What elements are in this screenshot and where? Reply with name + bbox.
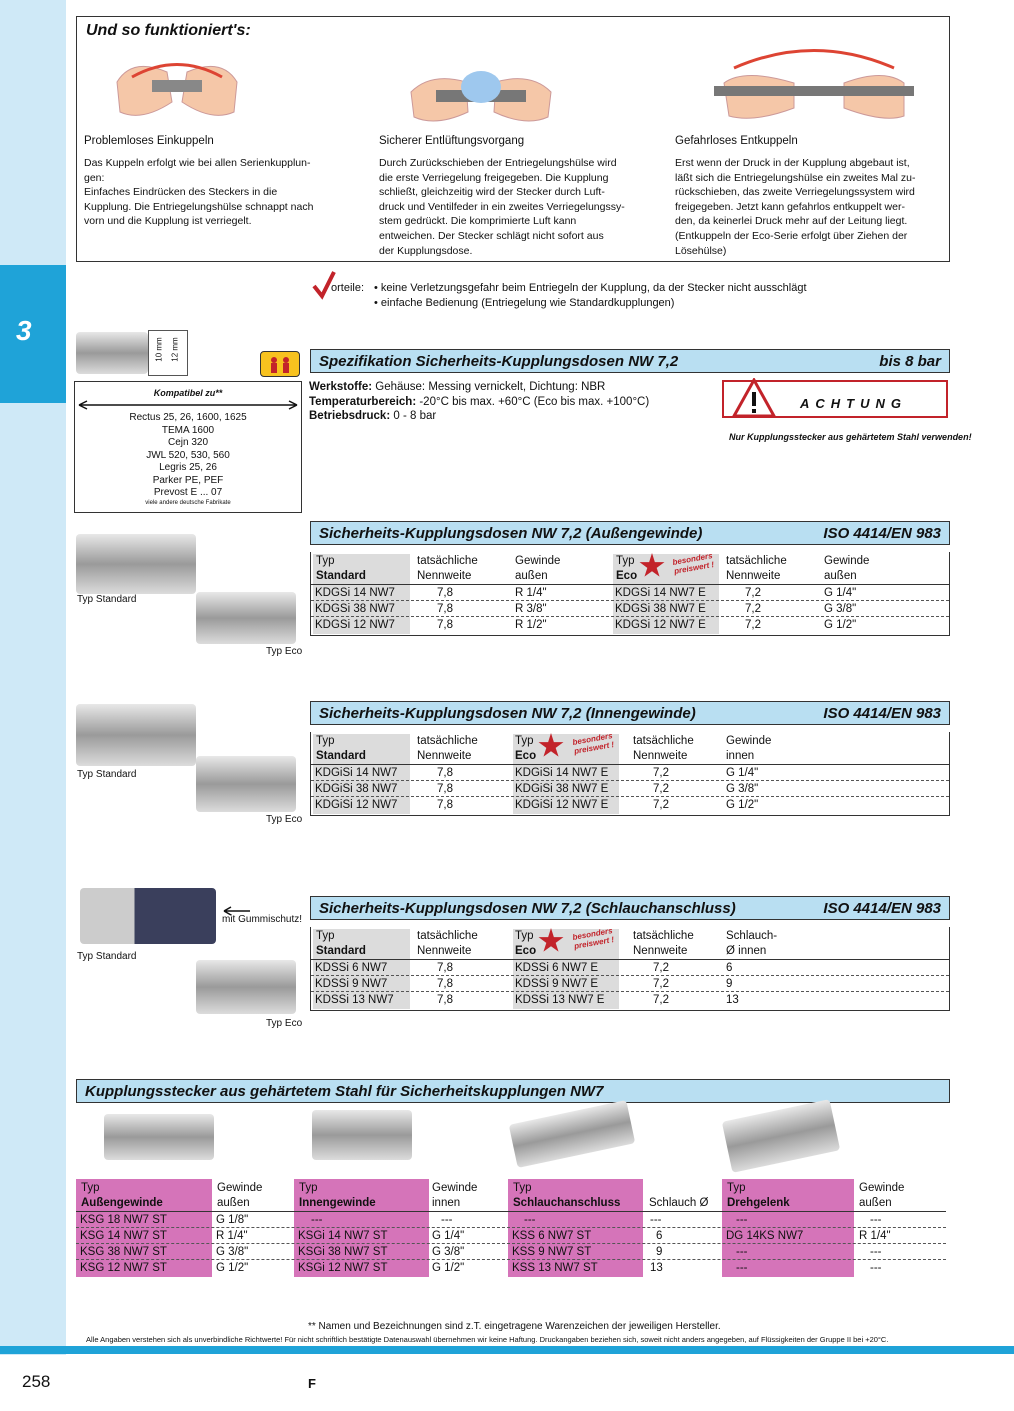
cell: KSS 13 NW7 ST [512, 1262, 598, 1274]
table-row [76, 1228, 946, 1244]
header-text: Standard [316, 570, 366, 582]
text-line: druck und Ventilfeder in ein zweites Verriegelungssy- [379, 200, 625, 213]
header-text: innen [726, 750, 755, 762]
t4-title-bar [76, 1079, 950, 1103]
double-arrow-icon [75, 400, 301, 410]
cell: 7,2 [745, 587, 761, 599]
spec-value: 0 - 8 bar [390, 410, 437, 422]
caption-eco: Typ Eco [266, 814, 303, 825]
cell: KDGiSi 38 NW7 E [515, 783, 609, 795]
cell: 6 [726, 962, 733, 974]
price-badge: besonders preiswert ! [671, 551, 715, 576]
cell: KSGi 12 NW7 ST [298, 1262, 388, 1274]
cell: 7,8 [437, 962, 453, 974]
cell: --- [870, 1214, 882, 1226]
cell: KSG 12 NW7 ST [80, 1262, 167, 1274]
spec-pressure: bis 8 bar [879, 353, 941, 370]
caption-standard: Typ Standard [77, 951, 137, 962]
vorteile-item: • keine Verletzungsgefahr beim Entriegeln der Kupplung, da der Stecker nicht ausschlägt [374, 282, 807, 294]
t1-header [417, 554, 478, 584]
text-line: die erste Verriegelung freigegeben. Die Kupplung [379, 171, 609, 184]
cell: G 3/8" [824, 603, 857, 615]
text-line: (Entkuppeln der Eco-Serie erfolgt über Ziehen der [675, 229, 908, 242]
header-text: Gewinde [217, 1182, 263, 1194]
spec-key: Werkstoffe: [309, 381, 373, 393]
how-it-works-title: Und so funktioniert's: [86, 22, 251, 39]
header-text: tatsächliche [633, 930, 694, 942]
t2-header [515, 734, 536, 764]
footnote-disclaimer: Alle Angaben verstehen sich als unverbindliche Richtwerte! Für nicht schriftlich bestätigte Datenauswahl übernehmen wir keine Haftung. Druckangaben beziehen sich, soweit nicht anders angegeben, auf Flüssigkeiten der Gruppe II bei +20°C. [86, 1335, 889, 1344]
t2-table [310, 732, 950, 816]
header-text: innen [432, 1197, 461, 1209]
cell: KDGSi 12 NW7 [315, 619, 395, 631]
text-line: Durch Zurückschieben der Entriegelungshülse wird [379, 157, 617, 169]
table-row [311, 781, 949, 797]
price-badge: besonders preiswert ! [571, 731, 615, 756]
header-text: Nennweite [417, 945, 472, 957]
text-line: entweichen. Der Stecker schlägt nicht sofort aus [379, 229, 604, 242]
compat-line: Cejn 320 [167, 437, 209, 448]
coupling-photo-standard [76, 704, 196, 766]
text-line: gen: [84, 171, 105, 184]
cell: KSG 18 NW7 ST [80, 1214, 167, 1226]
rubber-note: mit Gummischutz! [222, 914, 303, 925]
t2-norm: ISO 4414/EN 983 [823, 705, 941, 722]
plug-photo-male-thread [104, 1114, 214, 1160]
t3-header [633, 929, 694, 959]
header-text: tatsächliche [417, 930, 478, 942]
header-text: Gewinde [515, 555, 561, 567]
cell: R 3/8" [515, 603, 547, 615]
t4-header [859, 1181, 904, 1211]
t4-header [649, 1196, 708, 1211]
cell: --- [870, 1262, 882, 1274]
cell: --- [524, 1214, 536, 1226]
cell: KDGSi 14 NW7 [315, 587, 395, 599]
cell: 7,2 [653, 767, 669, 779]
header-text: Innengewinde [299, 1197, 376, 1209]
t4-header [81, 1181, 163, 1211]
cell: 9 [726, 978, 733, 990]
header-text: Eco [515, 945, 537, 957]
cell: KDGiSi 14 NW7 E [515, 767, 609, 779]
t2-header [417, 734, 478, 764]
how-col1-title: Problemloses Einkuppeln [84, 135, 214, 147]
cell: R 1/4" [859, 1230, 891, 1242]
caption-eco: Typ Eco [266, 1018, 303, 1029]
t4-header [217, 1181, 262, 1211]
table-row [76, 1260, 946, 1276]
left-margin-band [0, 0, 66, 1355]
cell: --- [736, 1262, 748, 1274]
header-text: Typ [81, 1182, 100, 1194]
cell: KDGSi 14 NW7 E [615, 587, 706, 599]
header-text: Nennweite [417, 750, 472, 762]
cell: 7,2 [653, 962, 669, 974]
t3-header [515, 929, 536, 959]
cell: 7,2 [745, 619, 761, 631]
illustration-venting [406, 42, 556, 128]
header-text: Ø innen [726, 945, 767, 957]
t3-norm: ISO 4414/EN 983 [823, 900, 941, 917]
t1-header [726, 554, 787, 584]
illustration-coupling [112, 42, 242, 128]
illustration-uncoupling [704, 38, 924, 128]
bottom-accent-bar [0, 1346, 1014, 1354]
cell: KDSSi 9 NW7 E [515, 978, 599, 990]
cell: KDSSi 6 NW7 E [515, 962, 599, 974]
spec-key: Betriebsdruck: [309, 410, 391, 422]
table-row [311, 797, 949, 813]
warning-icon [732, 378, 776, 418]
how-col3-title: Gefahrloses Entkuppeln [675, 135, 798, 147]
table-row [311, 585, 949, 601]
header-text: Typ [316, 555, 335, 567]
spec-value: Gehäuse: Messing vernickelt, Dichtung: NBR [372, 381, 606, 393]
t3-header [316, 929, 366, 959]
cell: 7,2 [653, 978, 669, 990]
table-row [311, 992, 949, 1008]
cell: G 1/2" [216, 1262, 249, 1274]
cell: KDSSi 6 NW7 [315, 962, 388, 974]
compat-line: TEMA 1600 [161, 424, 215, 436]
t1-norm: ISO 4414/EN 983 [823, 525, 941, 542]
cell: 7,8 [437, 994, 453, 1006]
cell: KDSSi 13 NW7 [315, 994, 394, 1006]
header-text: Standard [316, 750, 366, 762]
t3-header [726, 929, 777, 959]
text-line: freigegeben. Jetzt kann gefahrlos entkuppelt wer- [675, 200, 905, 213]
cell: 7,2 [745, 603, 761, 615]
footer-mark: F [308, 1376, 316, 1391]
header-text: Gewinde [726, 735, 772, 747]
table-row [311, 617, 949, 633]
header-text: tatsächliche [633, 735, 694, 747]
chapter-tab [0, 265, 66, 403]
caption-standard: Typ Standard [77, 594, 137, 605]
spec-title-bar [310, 349, 950, 373]
table-row [311, 976, 949, 992]
header-text: Schlauchanschluss [513, 1197, 621, 1209]
coupling-photo-eco [196, 592, 296, 644]
plug-photo [76, 332, 148, 374]
cell: 7,8 [437, 799, 453, 811]
cell: 7,8 [437, 619, 453, 631]
cell: KDGiSi 38 NW7 [315, 783, 398, 795]
header-text: Schlauch- [726, 930, 778, 942]
compat-line: Parker PE, PEF [152, 474, 224, 486]
safety-icon [260, 351, 300, 377]
header-text: Typ [616, 555, 635, 567]
cell: 9 [656, 1246, 663, 1258]
cell: --- [870, 1246, 882, 1258]
header-text: Typ [515, 735, 534, 747]
cell: KDSSi 13 NW7 E [515, 994, 605, 1006]
cell: 7,2 [653, 994, 669, 1006]
table-row [311, 960, 949, 976]
coupling-photo-eco [196, 756, 296, 812]
t1-title: Sicherheits-Kupplungsdosen NW 7,2 (Außengewinde) [319, 525, 703, 542]
compat-title: Kompatibel zu** [153, 388, 223, 398]
t4-title: Kupplungsstecker aus gehärtetem Stahl für Sicherheitskupplungen NW7 [85, 1083, 604, 1100]
cell: KSG 14 NW7 ST [80, 1230, 167, 1242]
t2-title: Sicherheits-Kupplungsdosen NW 7,2 (Innengewinde) [319, 705, 696, 722]
text-line: Kupplung. Die Entriegelungshülse schnappt nach [84, 200, 314, 213]
header-text: tatsächliche [726, 555, 787, 567]
cell: 13 [650, 1262, 663, 1274]
t3-table [310, 927, 950, 1011]
header-text: Schlauch Ø [649, 1197, 709, 1209]
header-text: Typ [513, 1182, 532, 1194]
cell: KDSSi 9 NW7 [315, 978, 388, 990]
cell: G 3/8" [432, 1246, 465, 1258]
cell: G 1/8" [216, 1214, 249, 1226]
cell: KSG 38 NW7 ST [80, 1246, 167, 1258]
how-col3-text [675, 156, 950, 258]
spec-value: -20°C bis max. +60°C (Eco bis max. +100°C) [416, 396, 650, 408]
header-text: Standard [316, 945, 366, 957]
cell: --- [441, 1214, 453, 1226]
caption-eco: Typ Eco [266, 646, 303, 657]
text-line: Erst wenn der Druck in der Kupplung abgebaut ist, [675, 157, 910, 169]
cell: KSGi 14 NW7 ST [298, 1230, 388, 1242]
cell: G 1/4" [726, 767, 759, 779]
header-text: Typ [727, 1182, 746, 1194]
header-text: außen [515, 570, 548, 582]
page-number: 258 [22, 1372, 51, 1391]
t3-title: Sicherheits-Kupplungsdosen NW 7,2 (Schlauchanschluss) [319, 900, 736, 917]
cell: G 1/4" [432, 1230, 465, 1242]
cell: R 1/4" [216, 1230, 248, 1242]
text-line: läßt sich die Entriegelungshülse ein zweites Mal zu- [675, 171, 916, 184]
cell: --- [736, 1214, 748, 1226]
t1-header [616, 554, 637, 584]
text-line: Lösehülse) [675, 244, 727, 257]
compat-line: Prevost E ... 07 [153, 487, 223, 498]
t2-header [633, 734, 694, 764]
text-line: schließt, gleichzeitig wird der Stecker durch Luft- [379, 186, 605, 199]
cell: 13 [726, 994, 739, 1006]
cell: KDGiSi 14 NW7 [315, 767, 398, 779]
header-text: Nennweite [726, 570, 781, 582]
text-line: Das Kuppeln erfolgt wie bei allen Serienkupplun- [84, 157, 311, 169]
vorteile-item: • einfache Bedienung (Entriegelung wie Standardkupplungen) [374, 297, 675, 309]
compat-line: Legris 25, 26 [159, 462, 217, 473]
header-text: Typ [316, 735, 335, 747]
t2-title-bar [310, 701, 950, 725]
dimension-label: 10 mm [154, 337, 164, 362]
vorteile-label: orteile: [331, 282, 365, 294]
plug-photo-swivel [722, 1099, 840, 1173]
t3-title-bar [310, 896, 950, 920]
cell: KDGSi 12 NW7 E [615, 619, 706, 631]
header-text: außen [824, 570, 857, 582]
cell: --- [311, 1214, 323, 1226]
cell: 7,8 [437, 587, 453, 599]
spec-line [309, 396, 649, 408]
t1-header [316, 554, 366, 584]
table-row [311, 765, 949, 781]
chapter-number: 3 [16, 315, 32, 346]
header-text: Typ [316, 930, 335, 942]
cell: KSGi 38 NW7 ST [298, 1246, 388, 1258]
coupling-photo-eco [196, 960, 296, 1014]
caption-standard: Typ Standard [77, 769, 137, 780]
text-line: rückschieben, das zweite Verriegelungssystem wird [675, 186, 915, 199]
header-text: Gewinde [824, 555, 870, 567]
compat-line: JWL 520, 530, 560 [146, 449, 230, 461]
cell: 7,8 [437, 603, 453, 615]
cell: R 1/2" [515, 619, 547, 631]
t3-header [417, 929, 478, 959]
plug-photo-female-thread [312, 1110, 412, 1160]
cell: KDGiSi 12 NW7 [315, 799, 398, 811]
coupling-photo-standard [80, 888, 216, 944]
cell: G 1/4" [824, 587, 857, 599]
cell: 7,8 [437, 978, 453, 990]
how-col1-text [84, 156, 359, 229]
header-text: Gewinde [432, 1182, 478, 1194]
cell: 7,8 [437, 783, 453, 795]
header-text: Typ [515, 930, 534, 942]
cell: G 3/8" [216, 1246, 249, 1258]
header-text: Gewinde [859, 1182, 905, 1194]
header-text: Eco [616, 570, 638, 582]
text-line: den, da keinerlei Druck mehr auf der Leitung liegt. [675, 215, 908, 228]
price-badge: besonders preiswert ! [571, 926, 615, 951]
text-line: Einfaches Eindrücken des Steckers in die [84, 186, 278, 199]
header-text: tatsächliche [417, 735, 478, 747]
spec-title: Spezifikation Sicherheits-Kupplungsdosen NW 7,2 [319, 353, 679, 370]
header-text: Nennweite [633, 750, 688, 762]
t2-header [316, 734, 366, 764]
t1-title-bar [310, 521, 950, 545]
t1-table [310, 552, 950, 636]
cell: G 1/2" [824, 619, 857, 631]
cell: --- [650, 1214, 662, 1226]
cell: R 1/4" [515, 587, 547, 599]
t2-header [726, 734, 771, 764]
cell: G 1/2" [432, 1262, 465, 1274]
header-text: Nennweite [417, 570, 472, 582]
cell: G 3/8" [726, 783, 759, 795]
t1-header [515, 554, 560, 584]
text-line: stem gedrückt. Die komprimierte Luft kann [379, 215, 577, 228]
warning-label: ACHTUNG [800, 396, 907, 411]
warning-box [722, 380, 948, 418]
how-col2-text [379, 156, 654, 258]
table-row [76, 1212, 946, 1228]
spec-key: Temperaturbereich: [309, 396, 417, 408]
t4-header [727, 1181, 790, 1211]
how-col2-title: Sicherer Entlüftungsvorgang [379, 135, 525, 147]
compatibility-box [74, 381, 302, 513]
spec-line [309, 381, 605, 393]
cell: 7,8 [437, 767, 453, 779]
t1-header [824, 554, 869, 584]
header-text: Typ [299, 1182, 318, 1194]
header-text: tatsächliche [417, 555, 478, 567]
compat-note: viele andere deutsche Fabrikate [145, 499, 231, 506]
t4-header [513, 1181, 620, 1211]
header-text: Nennweite [633, 945, 688, 957]
t4-header [299, 1181, 376, 1211]
cell: KSS 9 NW7 ST [512, 1246, 592, 1258]
warning-note: Nur Kupplungsstecker aus gehärtetem Stahl verwenden! [729, 432, 972, 442]
header-text: Drehgelenk [727, 1197, 790, 1209]
cell: DG 14KS NW7 [726, 1230, 804, 1242]
header-text: Eco [515, 750, 537, 762]
cell: G 1/2" [726, 799, 759, 811]
cell: 7,2 [653, 783, 669, 795]
header-text: außen [859, 1197, 892, 1209]
table-row [76, 1244, 946, 1260]
text-line: der Kupplungsdose. [379, 244, 473, 257]
text-line: vorn und die Kupplung ist verriegelt. [84, 215, 252, 228]
dimension-label: 12 mm [170, 337, 180, 362]
compat-line: Rectus 25, 26, 1600, 1625 [129, 412, 247, 423]
header-text: außen [217, 1197, 250, 1209]
cell: KDGSi 38 NW7 [315, 603, 395, 615]
header-text: Außengewinde [81, 1197, 163, 1209]
coupling-photo-standard [76, 534, 196, 594]
spec-line [309, 410, 436, 422]
plug-photo-hose [509, 1100, 636, 1168]
cell: 7,2 [653, 799, 669, 811]
cell: 6 [656, 1230, 663, 1242]
cell: KDGSi 38 NW7 E [615, 603, 706, 615]
cell: KSS 6 NW7 ST [512, 1230, 592, 1242]
cell: KDGiSi 12 NW7 E [515, 799, 609, 811]
t4-header [432, 1181, 477, 1211]
cell: --- [736, 1246, 748, 1258]
footnote-trademarks: ** Namen und Bezeichnungen sind z.T. eingetragene Warenzeichen der jeweiligen Hersteller. [308, 1321, 721, 1332]
t4-table [76, 1179, 950, 1279]
table-row [311, 601, 949, 617]
